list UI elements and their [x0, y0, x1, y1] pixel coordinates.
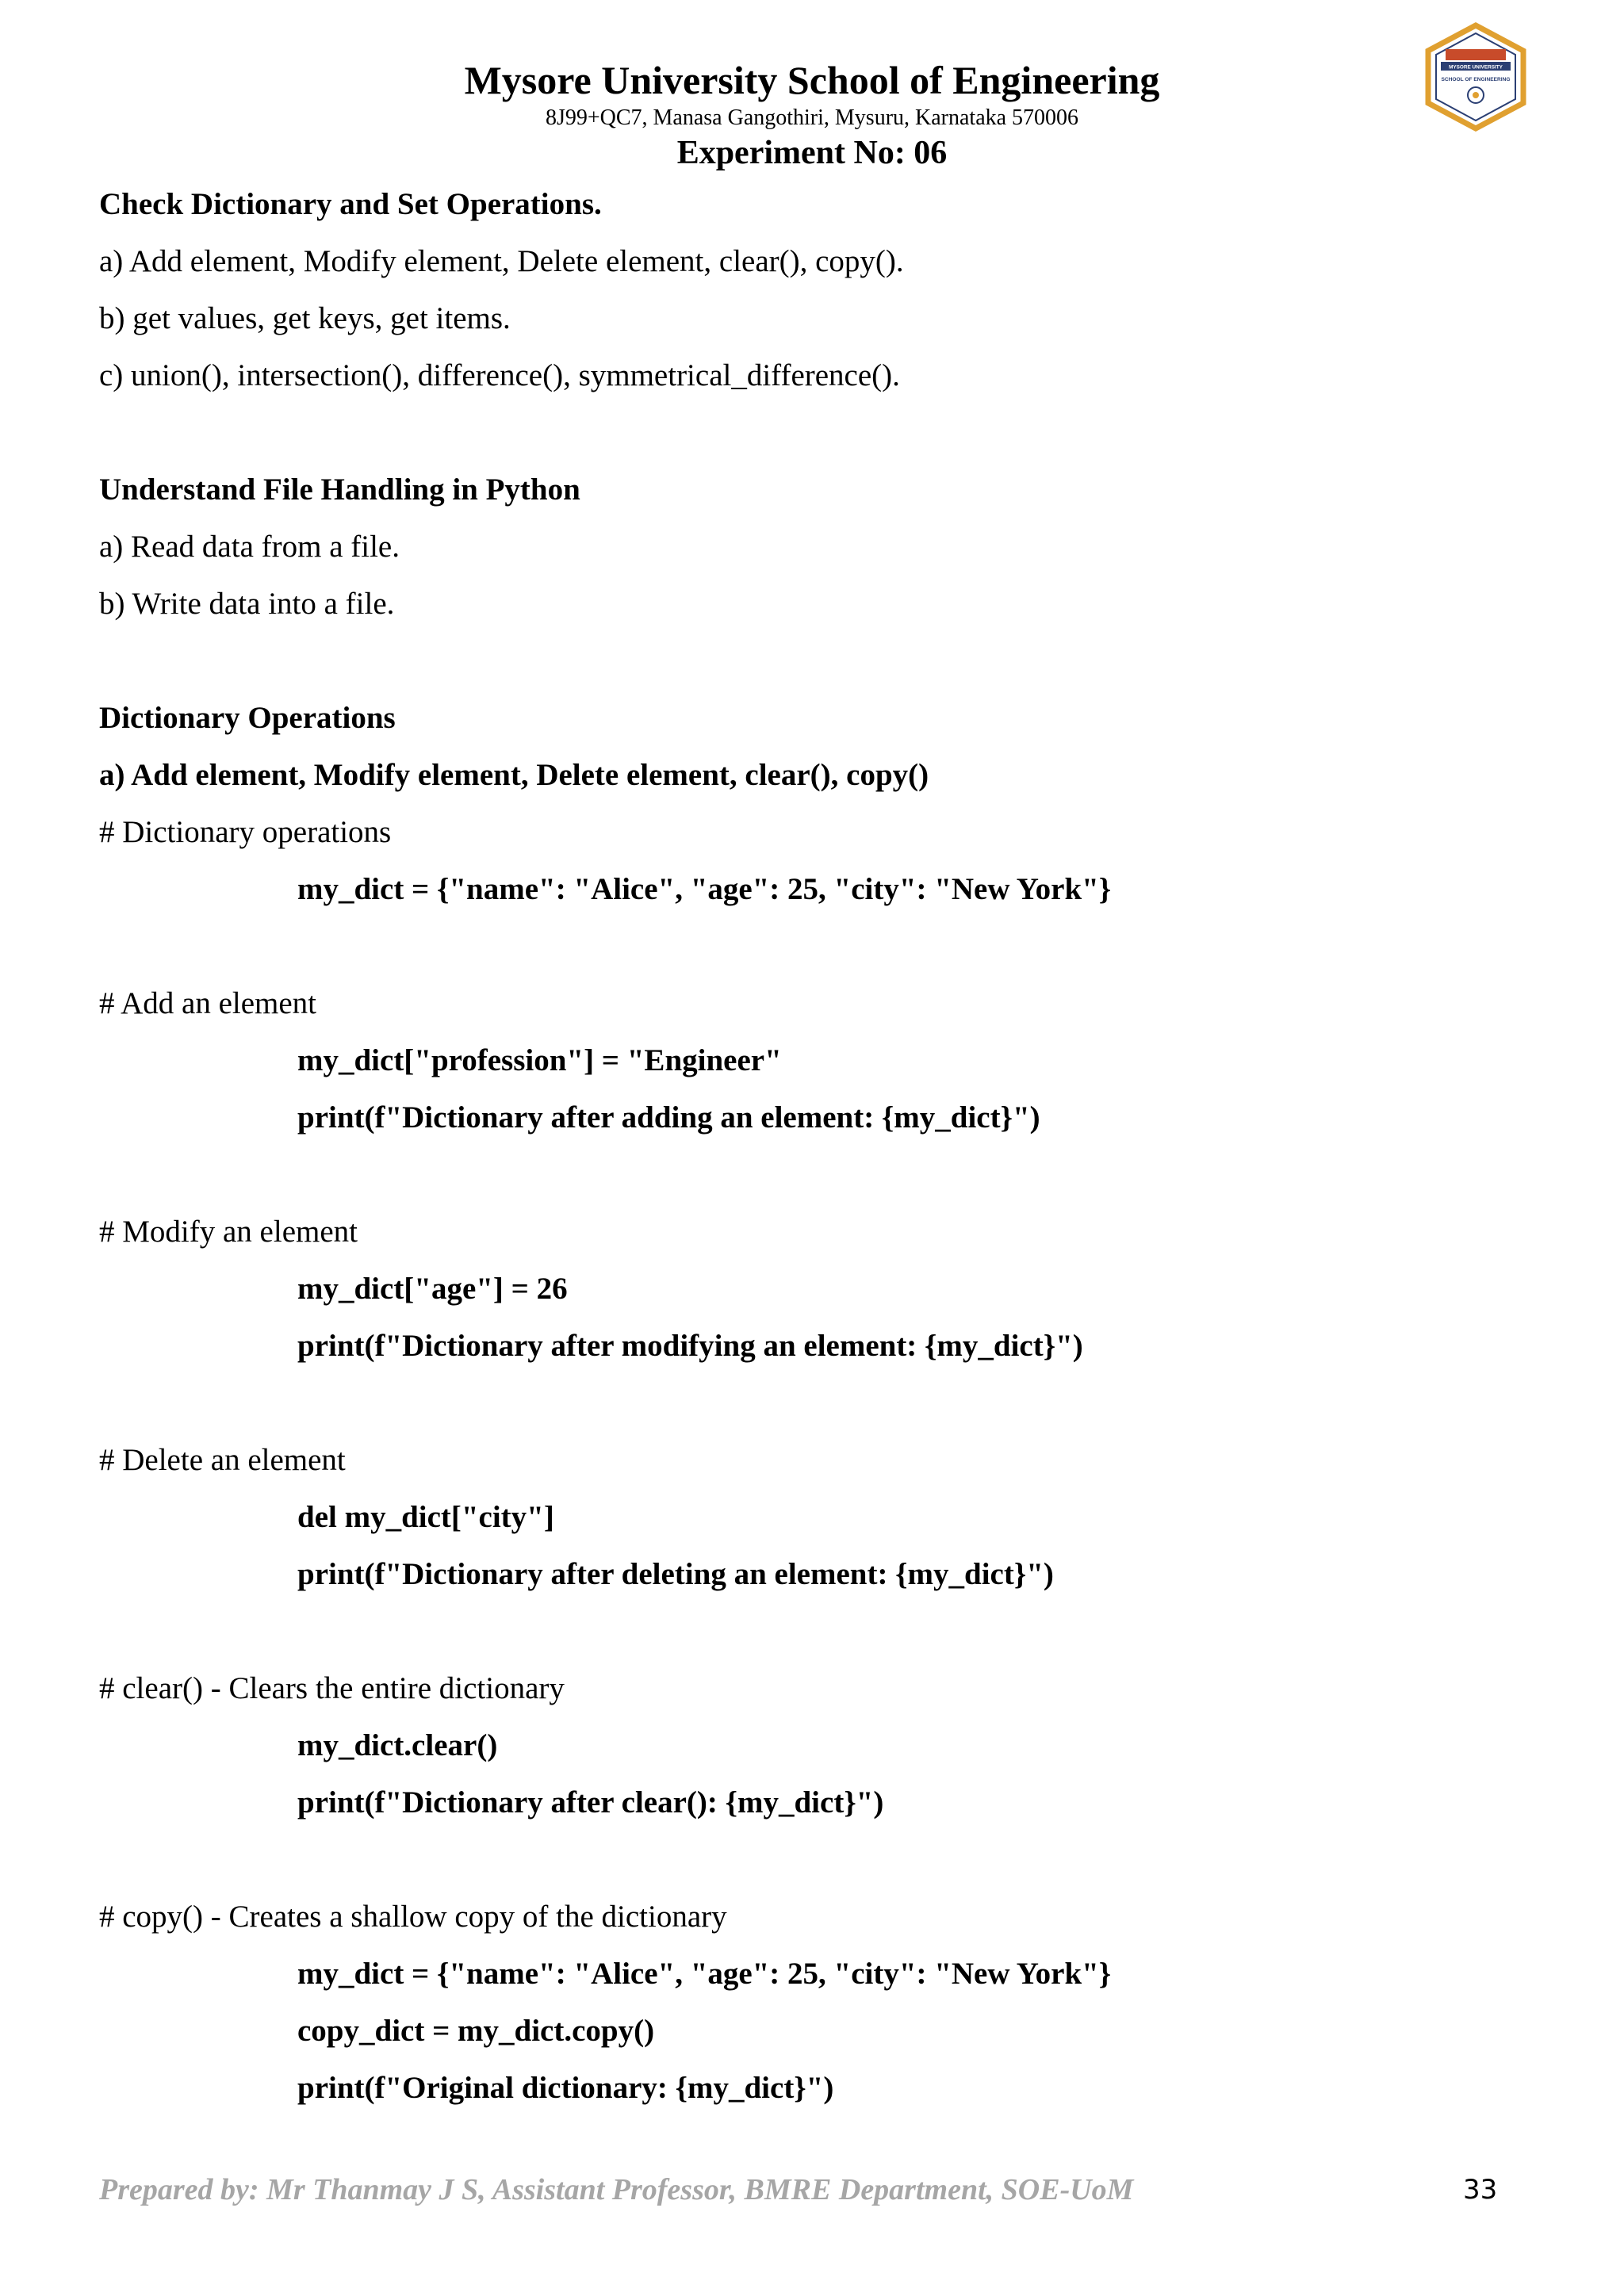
footer-prepared-by: Prepared by: Mr Thanmay J S, Assistant Professor, BMRE Department, SOE-UoM: [99, 2173, 1134, 2206]
page-header: [0, 55, 1624, 174]
code-line: print(f"Dictionary after deleting an element: {my_dict}"): [297, 1557, 1054, 1591]
code-line: my_dict["profession"] = "Engineer": [297, 1043, 782, 1077]
text-line: a) Read data from a file.: [99, 530, 400, 564]
blank-line: [99, 633, 1525, 690]
text-line: b) get values, get keys, get items.: [99, 301, 511, 335]
heading-line: a) Add element, Modify element, Delete element, clear(), copy(): [99, 758, 929, 792]
code-line: print(f"Dictionary after adding an element: {my_dict}"): [297, 1100, 1040, 1135]
code-line: my_dict["age"] = 26: [297, 1272, 568, 1306]
text-line: # copy() - Creates a shallow copy of the dictionary: [99, 1900, 727, 1934]
logo-top-text: MYSORE UNIVERSITY: [1449, 64, 1503, 71]
blank-line: [99, 404, 1525, 461]
institution-name: Mysore University School of Engineering: [464, 58, 1160, 102]
text-line: a) Add element, Modify element, Delete element, clear(), copy().: [99, 244, 904, 278]
code-line: my_dict = {"name": "Alice", "age": 25, "city": "New York"}: [297, 1957, 1112, 1991]
heading-line: Check Dictionary and Set Operations.: [99, 187, 602, 221]
text-line: c) union(), intersection(), difference(), symmetrical_difference().: [99, 358, 900, 392]
heading-line: Understand File Handling in Python: [99, 473, 580, 507]
text-line: # clear() - Clears the entire dictionary: [99, 1671, 565, 1705]
text-line: # Modify an element: [99, 1215, 358, 1249]
blank-line: [99, 1831, 1525, 1888]
experiment-number: Experiment No: 06: [676, 135, 948, 171]
text-line: # Delete an element: [99, 1443, 346, 1477]
code-line: print(f"Original dictionary: {my_dict}"): [297, 2071, 834, 2105]
code-line: copy_dict = my_dict.copy(): [297, 2014, 655, 2048]
code-line: my_dict.clear(): [297, 1728, 498, 1762]
blank-line: [99, 1603, 1525, 1660]
text-line: # Dictionary operations: [99, 815, 392, 849]
university-crest-icon: [1423, 22, 1528, 132]
document-body: [99, 176, 1525, 2117]
code-line: print(f"Dictionary after modifying an element: {my_dict}"): [297, 1329, 1083, 1363]
heading-line: Dictionary Operations: [99, 701, 396, 735]
text-line: # Add an element: [99, 986, 317, 1020]
blank-line: [99, 918, 1525, 975]
code-line: del my_dict["city"]: [297, 1500, 554, 1534]
text-line: b) Write data into a file.: [99, 587, 395, 621]
code-line: my_dict = {"name": "Alice", "age": 25, "city": "New York"}: [297, 872, 1112, 906]
blank-line: [99, 1146, 1525, 1203]
logo-bottom-text: SCHOOL OF ENGINEERING: [1441, 77, 1511, 82]
palace-icon: [1446, 49, 1506, 60]
code-line: print(f"Dictionary after clear(): {my_dict}"): [297, 1785, 884, 1820]
blank-line: [99, 1375, 1525, 1432]
page-number: 33: [1463, 2174, 1498, 2206]
institution-address: 8J99+QC7, Manasa Gangothiri, Mysuru, Karnataka 570006: [545, 105, 1079, 130]
